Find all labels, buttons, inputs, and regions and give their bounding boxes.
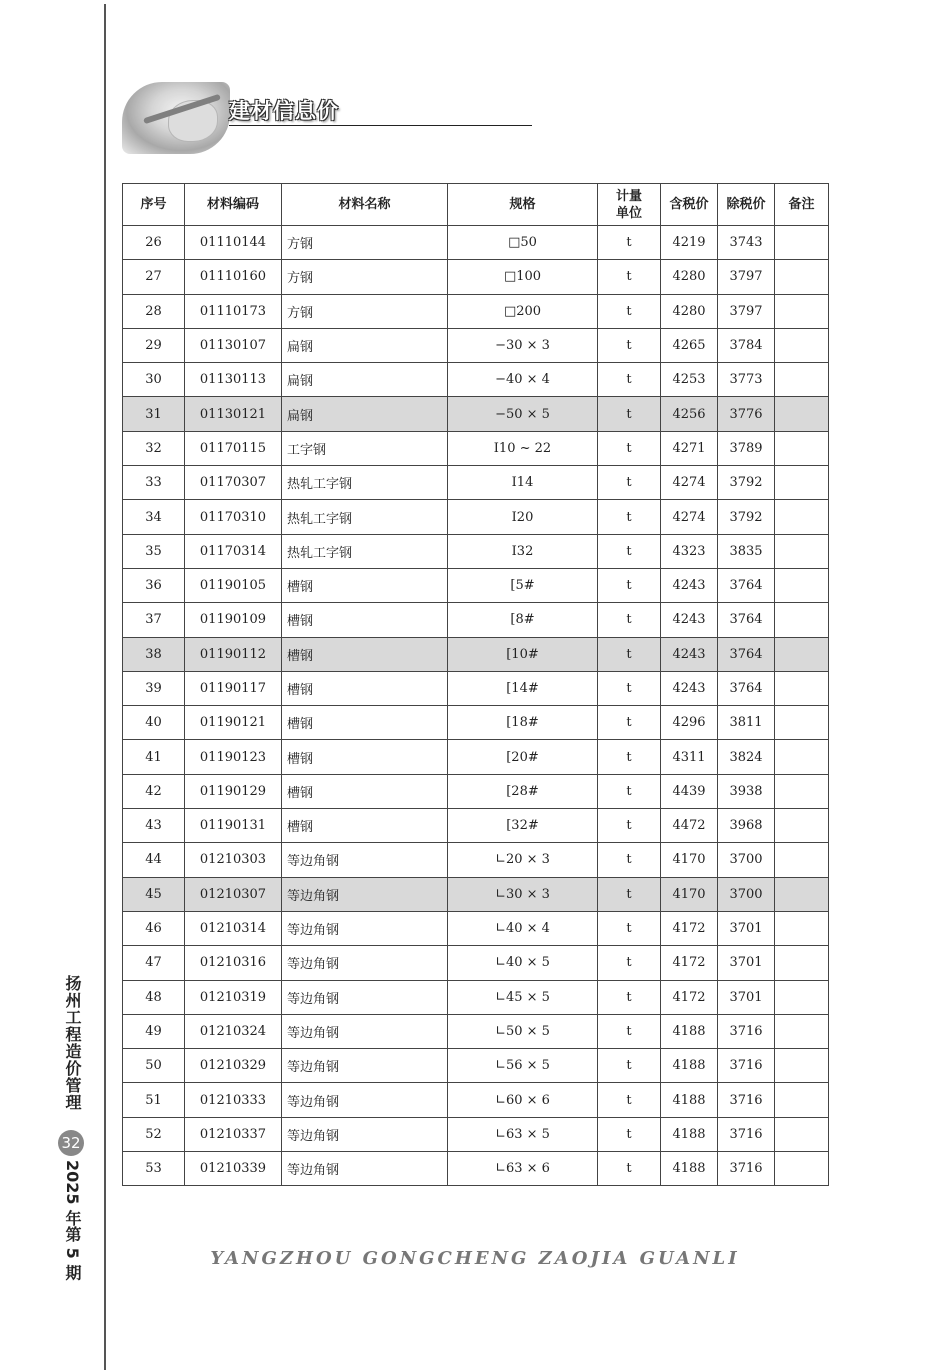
cell-no: 33 xyxy=(123,466,185,500)
price-table xyxy=(122,183,829,1186)
table-row xyxy=(123,397,829,431)
cell-spec: I10 ~ 22 xyxy=(448,431,598,465)
col-header-unit-label: 计量单位 xyxy=(615,188,642,221)
cell-no: 46 xyxy=(123,911,185,945)
margin-rule xyxy=(104,4,106,1370)
cell-net-price: 3764 xyxy=(718,637,775,671)
table-row xyxy=(123,843,829,877)
table-row xyxy=(123,809,829,843)
cell-name: 槽钢 xyxy=(282,706,448,740)
cell-name: 方钢 xyxy=(282,260,448,294)
cell-note xyxy=(775,671,829,705)
cell-note xyxy=(775,294,829,328)
cell-no: 32 xyxy=(123,431,185,465)
cell-no: 51 xyxy=(123,1083,185,1117)
cell-net-price: 3792 xyxy=(718,500,775,534)
cell-unit: t xyxy=(598,397,661,431)
cell-tax-price: 4170 xyxy=(661,843,718,877)
table-row xyxy=(123,1117,829,1151)
cell-spec: [28# xyxy=(448,774,598,808)
cell-spec: I32 xyxy=(448,534,598,568)
cell-note xyxy=(775,809,829,843)
cell-no: 44 xyxy=(123,843,185,877)
cell-code: 01110144 xyxy=(185,226,282,260)
cell-tax-price: 4188 xyxy=(661,1152,718,1186)
cell-unit: t xyxy=(598,294,661,328)
cell-net-price: 3792 xyxy=(718,466,775,500)
cell-tax-price: 4243 xyxy=(661,603,718,637)
cell-note xyxy=(775,1083,829,1117)
cell-net-price: 3716 xyxy=(718,1152,775,1186)
section-title-rule xyxy=(229,125,532,126)
cell-spec: [5# xyxy=(448,568,598,602)
cell-spec: □50 xyxy=(448,226,598,260)
cell-code: 01210307 xyxy=(185,877,282,911)
cell-no: 35 xyxy=(123,534,185,568)
cell-code: 01170307 xyxy=(185,466,282,500)
cell-unit: t xyxy=(598,1152,661,1186)
cell-spec: −40 × 4 xyxy=(448,363,598,397)
cell-no: 40 xyxy=(123,706,185,740)
table-row xyxy=(123,946,829,980)
cell-tax-price: 4256 xyxy=(661,397,718,431)
cell-spec: ∟60 × 6 xyxy=(448,1083,598,1117)
cell-note xyxy=(775,1152,829,1186)
cell-unit: t xyxy=(598,1049,661,1083)
cell-name: 槽钢 xyxy=(282,568,448,602)
header-photo-hand-pen xyxy=(122,82,230,154)
cell-unit: t xyxy=(598,877,661,911)
cell-code: 01190105 xyxy=(185,568,282,602)
table-row xyxy=(123,774,829,808)
cell-net-price: 3938 xyxy=(718,774,775,808)
cell-net-price: 3824 xyxy=(718,740,775,774)
cell-spec: ∟56 × 5 xyxy=(448,1049,598,1083)
table-row xyxy=(123,877,829,911)
cell-tax-price: 4280 xyxy=(661,260,718,294)
cell-name: 扁钢 xyxy=(282,363,448,397)
cell-name: 槽钢 xyxy=(282,740,448,774)
cell-tax-price: 4243 xyxy=(661,671,718,705)
cell-name: 等边角钢 xyxy=(282,1117,448,1151)
cell-no: 45 xyxy=(123,877,185,911)
cell-tax-price: 4253 xyxy=(661,363,718,397)
cell-tax-price: 4439 xyxy=(661,774,718,808)
cell-net-price: 3764 xyxy=(718,568,775,602)
cell-name: 等边角钢 xyxy=(282,1049,448,1083)
cell-note xyxy=(775,1117,829,1151)
cell-name: 槽钢 xyxy=(282,774,448,808)
cell-code: 01210337 xyxy=(185,1117,282,1151)
cell-note xyxy=(775,466,829,500)
cell-note xyxy=(775,568,829,602)
cell-spec: [14# xyxy=(448,671,598,705)
cell-name: 热轧工字钢 xyxy=(282,534,448,568)
cell-name: 扁钢 xyxy=(282,328,448,362)
cell-note xyxy=(775,740,829,774)
cell-no: 36 xyxy=(123,568,185,602)
cell-tax-price: 4296 xyxy=(661,706,718,740)
table-row xyxy=(123,294,829,328)
cell-unit: t xyxy=(598,740,661,774)
cell-note xyxy=(775,946,829,980)
col-header-spec: 规格 xyxy=(448,184,598,226)
cell-tax-price: 4274 xyxy=(661,466,718,500)
cell-tax-price: 4170 xyxy=(661,877,718,911)
cell-spec: I20 xyxy=(448,500,598,534)
cell-no: 37 xyxy=(123,603,185,637)
cell-no: 48 xyxy=(123,980,185,1014)
cell-note xyxy=(775,431,829,465)
cell-note xyxy=(775,911,829,945)
cell-spec: □100 xyxy=(448,260,598,294)
cell-code: 01130107 xyxy=(185,328,282,362)
cell-note xyxy=(775,774,829,808)
table-row xyxy=(123,980,829,1014)
cell-net-price: 3797 xyxy=(718,260,775,294)
cell-note xyxy=(775,706,829,740)
cell-no: 29 xyxy=(123,328,185,362)
cell-tax-price: 4323 xyxy=(661,534,718,568)
cell-name: 方钢 xyxy=(282,226,448,260)
cell-code: 01190109 xyxy=(185,603,282,637)
cell-spec: [8# xyxy=(448,603,598,637)
table-row xyxy=(123,706,829,740)
cell-code: 01170314 xyxy=(185,534,282,568)
cell-tax-price: 4265 xyxy=(661,328,718,362)
cell-net-price: 3716 xyxy=(718,1014,775,1048)
cell-net-price: 3743 xyxy=(718,226,775,260)
cell-spec: ∟20 × 3 xyxy=(448,843,598,877)
cell-note xyxy=(775,1049,829,1083)
cell-note xyxy=(775,397,829,431)
col-header-no: 序号 xyxy=(123,184,185,226)
cell-spec: [20# xyxy=(448,740,598,774)
cell-unit: t xyxy=(598,1117,661,1151)
table-row xyxy=(123,1014,829,1048)
cell-unit: t xyxy=(598,500,661,534)
footer-journal-name: YANGZHOU GONGCHENG ZAOJIA GUANLI xyxy=(210,1248,740,1269)
cell-code: 01210319 xyxy=(185,980,282,1014)
cell-name: 热轧工字钢 xyxy=(282,500,448,534)
cell-tax-price: 4271 xyxy=(661,431,718,465)
cell-no: 52 xyxy=(123,1117,185,1151)
table-header-row xyxy=(123,184,829,226)
cell-name: 等边角钢 xyxy=(282,843,448,877)
journal-name: 扬州工程造价管理 xyxy=(63,975,82,1111)
cell-no: 31 xyxy=(123,397,185,431)
cell-code: 01130121 xyxy=(185,397,282,431)
col-header-tax-price: 含税价 xyxy=(661,184,718,226)
cell-unit: t xyxy=(598,226,661,260)
cell-spec: ∟50 × 5 xyxy=(448,1014,598,1048)
cell-tax-price: 4472 xyxy=(661,809,718,843)
cell-no: 49 xyxy=(123,1014,185,1048)
cell-name: 等边角钢 xyxy=(282,1152,448,1186)
table-row xyxy=(123,911,829,945)
cell-name: 槽钢 xyxy=(282,671,448,705)
cell-net-price: 3797 xyxy=(718,294,775,328)
cell-unit: t xyxy=(598,260,661,294)
cell-spec: ∟63 × 5 xyxy=(448,1117,598,1151)
cell-name: 槽钢 xyxy=(282,603,448,637)
cell-unit: t xyxy=(598,774,661,808)
table-row xyxy=(123,740,829,774)
cell-spec: ∟45 × 5 xyxy=(448,980,598,1014)
cell-name: 等边角钢 xyxy=(282,1083,448,1117)
cell-code: 01110160 xyxy=(185,260,282,294)
cell-net-price: 3776 xyxy=(718,397,775,431)
cell-name: 工字钢 xyxy=(282,431,448,465)
cell-note xyxy=(775,877,829,911)
cell-net-price: 3716 xyxy=(718,1117,775,1151)
cell-net-price: 3701 xyxy=(718,911,775,945)
cell-name: 方钢 xyxy=(282,294,448,328)
page-number-badge: 32 xyxy=(58,1130,84,1156)
table-row xyxy=(123,568,829,602)
cell-unit: t xyxy=(598,980,661,1014)
table-row xyxy=(123,500,829,534)
cell-unit: t xyxy=(598,1083,661,1117)
table-row xyxy=(123,1083,829,1117)
cell-net-price: 3773 xyxy=(718,363,775,397)
col-header-unit xyxy=(598,184,661,226)
cell-spec: I14 xyxy=(448,466,598,500)
cell-unit: t xyxy=(598,706,661,740)
table-row xyxy=(123,431,829,465)
cell-no: 50 xyxy=(123,1049,185,1083)
cell-net-price: 3716 xyxy=(718,1049,775,1083)
cell-note xyxy=(775,980,829,1014)
table-row xyxy=(123,1152,829,1186)
cell-unit: t xyxy=(598,534,661,568)
table-row xyxy=(123,671,829,705)
cell-tax-price: 4274 xyxy=(661,500,718,534)
col-header-note: 备注 xyxy=(775,184,829,226)
cell-name: 等边角钢 xyxy=(282,911,448,945)
cell-note xyxy=(775,534,829,568)
cell-code: 01170310 xyxy=(185,500,282,534)
cell-net-price: 3700 xyxy=(718,843,775,877)
cell-code: 01190112 xyxy=(185,637,282,671)
cell-no: 30 xyxy=(123,363,185,397)
cell-code: 01170115 xyxy=(185,431,282,465)
cell-net-price: 3835 xyxy=(718,534,775,568)
cell-name: 扁钢 xyxy=(282,397,448,431)
cell-note xyxy=(775,328,829,362)
cell-net-price: 3764 xyxy=(718,671,775,705)
cell-no: 41 xyxy=(123,740,185,774)
cell-code: 01190129 xyxy=(185,774,282,808)
cell-code: 01210333 xyxy=(185,1083,282,1117)
cell-no: 27 xyxy=(123,260,185,294)
cell-no: 53 xyxy=(123,1152,185,1186)
cell-code: 01210324 xyxy=(185,1014,282,1048)
cell-name: 槽钢 xyxy=(282,637,448,671)
cell-tax-price: 4172 xyxy=(661,911,718,945)
cell-tax-price: 4172 xyxy=(661,980,718,1014)
cell-name: 等边角钢 xyxy=(282,980,448,1014)
cell-spec: [32# xyxy=(448,809,598,843)
cell-note xyxy=(775,226,829,260)
cell-net-price: 3968 xyxy=(718,809,775,843)
cell-name: 等边角钢 xyxy=(282,877,448,911)
table-row xyxy=(123,534,829,568)
cell-code: 01190123 xyxy=(185,740,282,774)
cell-tax-price: 4172 xyxy=(661,946,718,980)
cell-note xyxy=(775,1014,829,1048)
cell-name: 等边角钢 xyxy=(282,946,448,980)
cell-name: 槽钢 xyxy=(282,809,448,843)
cell-spec: [18# xyxy=(448,706,598,740)
cell-note xyxy=(775,363,829,397)
table-row xyxy=(123,466,829,500)
table-row xyxy=(123,637,829,671)
cell-spec: ∟40 × 4 xyxy=(448,911,598,945)
cell-note xyxy=(775,843,829,877)
cell-code: 01210303 xyxy=(185,843,282,877)
cell-net-price: 3789 xyxy=(718,431,775,465)
cell-no: 43 xyxy=(123,809,185,843)
cell-spec: □200 xyxy=(448,294,598,328)
table-row xyxy=(123,260,829,294)
cell-spec: −30 × 3 xyxy=(448,328,598,362)
cell-note xyxy=(775,500,829,534)
cell-unit: t xyxy=(598,843,661,877)
table-row xyxy=(123,603,829,637)
cell-net-price: 3701 xyxy=(718,946,775,980)
col-header-code: 材料编码 xyxy=(185,184,282,226)
cell-no: 28 xyxy=(123,294,185,328)
cell-net-price: 3716 xyxy=(718,1083,775,1117)
cell-no: 42 xyxy=(123,774,185,808)
section-title: 建材信息价 xyxy=(229,99,339,123)
cell-tax-price: 4243 xyxy=(661,568,718,602)
cell-unit: t xyxy=(598,466,661,500)
cell-spec: ∟30 × 3 xyxy=(448,877,598,911)
table-row xyxy=(123,1049,829,1083)
cell-unit: t xyxy=(598,946,661,980)
cell-net-price: 3701 xyxy=(718,980,775,1014)
cell-tax-price: 4188 xyxy=(661,1014,718,1048)
cell-tax-price: 4280 xyxy=(661,294,718,328)
cell-code: 01210314 xyxy=(185,911,282,945)
cell-spec: ∟63 × 6 xyxy=(448,1152,598,1186)
cell-net-price: 3764 xyxy=(718,603,775,637)
cell-spec: −50 × 5 xyxy=(448,397,598,431)
cell-tax-price: 4219 xyxy=(661,226,718,260)
table-row xyxy=(123,226,829,260)
cell-net-price: 3811 xyxy=(718,706,775,740)
cell-note xyxy=(775,260,829,294)
col-header-net-price: 除税价 xyxy=(718,184,775,226)
cell-code: 01210329 xyxy=(185,1049,282,1083)
cell-note xyxy=(775,637,829,671)
cell-unit: t xyxy=(598,431,661,465)
cell-no: 47 xyxy=(123,946,185,980)
cell-unit: t xyxy=(598,637,661,671)
cell-code: 01210316 xyxy=(185,946,282,980)
cell-no: 38 xyxy=(123,637,185,671)
cell-code: 01190131 xyxy=(185,809,282,843)
cell-unit: t xyxy=(598,568,661,602)
cell-no: 26 xyxy=(123,226,185,260)
cell-code: 01190117 xyxy=(185,671,282,705)
col-header-name: 材料名称 xyxy=(282,184,448,226)
cell-name: 热轧工字钢 xyxy=(282,466,448,500)
cell-tax-price: 4188 xyxy=(661,1117,718,1151)
cell-net-price: 3784 xyxy=(718,328,775,362)
table-row xyxy=(123,328,829,362)
cell-spec: [10# xyxy=(448,637,598,671)
cell-unit: t xyxy=(598,603,661,637)
cell-tax-price: 4243 xyxy=(661,637,718,671)
cell-note xyxy=(775,603,829,637)
cell-code: 01130113 xyxy=(185,363,282,397)
cell-spec: ∟40 × 5 xyxy=(448,946,598,980)
cell-no: 39 xyxy=(123,671,185,705)
cell-unit: t xyxy=(598,671,661,705)
cell-name: 等边角钢 xyxy=(282,1014,448,1048)
cell-no: 34 xyxy=(123,500,185,534)
table-row xyxy=(123,363,829,397)
cell-unit: t xyxy=(598,363,661,397)
cell-unit: t xyxy=(598,911,661,945)
cell-unit: t xyxy=(598,809,661,843)
cell-unit: t xyxy=(598,328,661,362)
cell-code: 01190121 xyxy=(185,706,282,740)
cell-tax-price: 4188 xyxy=(661,1083,718,1117)
cell-code: 01110173 xyxy=(185,294,282,328)
cell-code: 01210339 xyxy=(185,1152,282,1186)
cell-net-price: 3700 xyxy=(718,877,775,911)
cell-tax-price: 4311 xyxy=(661,740,718,774)
cell-tax-price: 4188 xyxy=(661,1049,718,1083)
cell-unit: t xyxy=(598,1014,661,1048)
issue-label: 2025 年第 5 期 xyxy=(63,1160,82,1281)
